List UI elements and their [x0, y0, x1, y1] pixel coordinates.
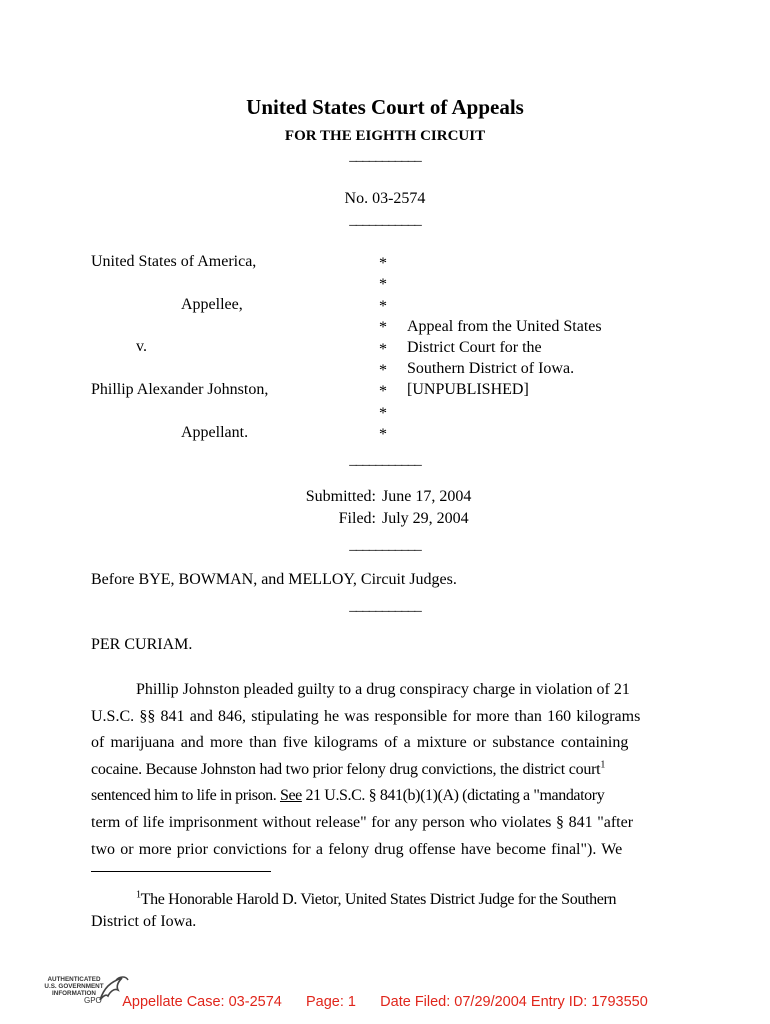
defendant-role: Appellant.	[181, 424, 249, 441]
filed-date: July 29, 2004	[382, 510, 469, 527]
caption-star: *	[379, 426, 387, 444]
caption-star: *	[379, 255, 387, 272]
citation-signal: See	[279, 787, 302, 805]
body-line: Phillip Johnston pleaded guilty to a drug conspiracy charge in violation of 21	[136, 681, 630, 698]
appeal-line: Appeal from the United States	[407, 318, 602, 335]
plaintiff-name: United States of America,	[91, 253, 257, 270]
body-line: U.S.C. §§ 841 and 846, stipulating he was responsible for more than 160 kilograms	[91, 707, 641, 725]
caption-star: *	[379, 297, 387, 315]
caption-star: *	[379, 383, 387, 401]
caption-star: *	[379, 276, 387, 294]
footnote-divider	[91, 871, 271, 872]
footnote	[91, 889, 681, 933]
body-line-text: cocaine. Because Johnston had two prior felony drug convictions, the district court	[91, 760, 601, 778]
footnote-ref: 1	[600, 759, 606, 771]
date-block	[290, 486, 471, 530]
divider-rule: ___________	[349, 452, 421, 468]
opinion-body	[91, 677, 681, 863]
logo-text: INFORMATION	[52, 990, 96, 997]
caption-star: *	[379, 362, 387, 380]
body-line: term of life imprisonment without release" for any person who violates § 841 "after	[91, 813, 634, 831]
unpublished-label: [UNPUBLISHED]	[407, 381, 529, 398]
logo-text: U.S. GOVERNMENT	[44, 983, 104, 990]
plaintiff-role: Appellee,	[181, 296, 243, 313]
divider-rule: ___________	[349, 148, 421, 164]
filing-footer: Appellate Case: 03-2574 Page: 1 Date Filed: 07/29/2004 Entry ID: 1793550	[122, 994, 648, 1010]
opinion-heading: PER CURIAM.	[91, 636, 193, 653]
divider-rule: ___________	[349, 598, 421, 614]
case-number: No. 03-2574	[344, 190, 426, 207]
appeal-info	[407, 316, 602, 400]
footnote-text: District of Iowa.	[91, 913, 197, 930]
caption-star: *	[379, 319, 387, 337]
gpo-mark: GPO	[84, 996, 102, 1005]
submitted-date: June 17, 2004	[382, 488, 472, 505]
footnote-text: The Honorable Harold D. Vietor, United States District Judge for the Southern	[140, 891, 617, 908]
versus-label: v.	[136, 338, 147, 355]
panel-judges: Before BYE, BOWMAN, and MELLOY, Circuit Judges.	[91, 571, 457, 588]
footnote-marker: 1	[136, 889, 141, 901]
body-line	[91, 757, 681, 784]
logo-text: AUTHENTICATED	[47, 976, 101, 983]
caption-star: *	[379, 340, 387, 358]
caption-star: *	[379, 404, 387, 422]
submitted-label: Submitted:	[305, 488, 376, 505]
divider-rule: ___________	[349, 537, 421, 553]
body-line: two or more prior convictions for a felony drug offense have become final"). We	[91, 840, 623, 858]
body-line: of marijuana and more than five kilograms of a mixture or substance containing	[91, 734, 629, 752]
caption-stars	[379, 253, 387, 446]
court-title: United States Court of Appeals	[246, 95, 524, 119]
body-line	[91, 783, 681, 810]
circuit-name: FOR THE EIGHTH CIRCUIT	[284, 128, 486, 144]
appeal-line: Southern District of Iowa.	[407, 360, 575, 377]
body-line-text: 21 U.S.C. § 841(b)(1)(A) (dictating a "mandatory	[301, 787, 605, 805]
divider-rule: ___________	[349, 212, 421, 228]
defendant-name: Phillip Alexander Johnston,	[91, 381, 269, 398]
filed-label: Filed:	[338, 510, 376, 527]
appeal-line: District Court for the	[407, 339, 542, 356]
body-line-text: sentenced him to life in prison.	[91, 787, 280, 805]
